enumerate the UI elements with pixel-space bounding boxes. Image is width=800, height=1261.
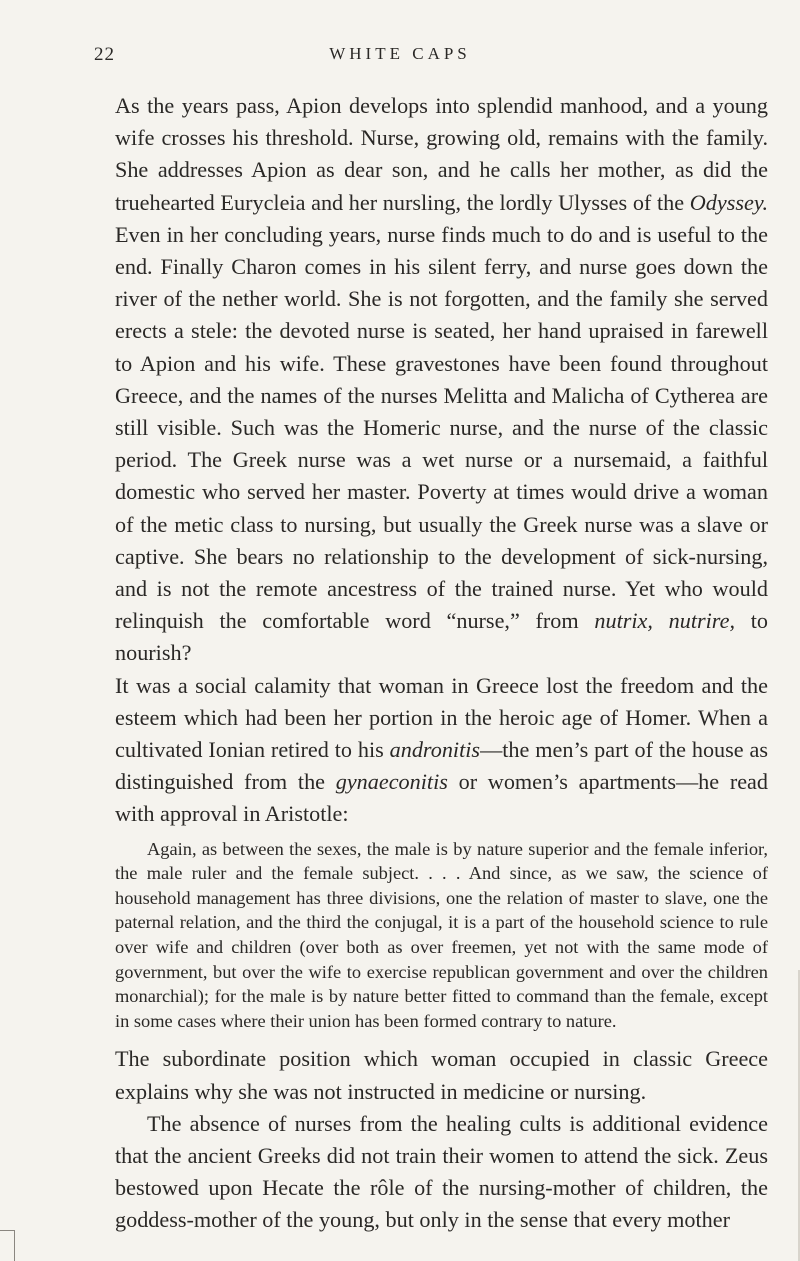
paragraph-4: The absence of nurses from the healing cults is additional evidence that the ancient Greeks did not train their women to attend the sick. Zeus bestowed upon Hecate the rôle of the nursing-mother of children, the goddess-mother of the young, but only in the sense that every mother xyxy=(115,1110,768,1233)
running-head: WHITE CAPS xyxy=(329,44,471,63)
block-quote xyxy=(115,837,768,1034)
paragraph-1-italic-nutrix: nutrix, nutrire, xyxy=(594,608,736,634)
paragraph-1-text-c: to nourish? xyxy=(115,608,768,666)
body-text xyxy=(115,90,768,1237)
corner-crop-mark xyxy=(0,1230,15,1261)
paragraph-2 xyxy=(115,670,768,831)
page-header xyxy=(0,44,800,74)
paragraph-1 xyxy=(115,90,768,670)
paragraph-2-text-a: It was a social calamity that woman in Greece lost the freedom and the esteem which had been her portion in the heroic age of Homer. When a cultivated Ionian retired to his xyxy=(115,672,768,763)
paragraph-1-text-b: Even in her concluding years, nurse finds much to do and is useful to the end. Finally Charon comes in his silent ferry, and nurse goes down the river of the nether world. She is not forgotten, and the family she served erects a stele: the devoted nurse is seated, her hand upraised in farewell to Apion and his wife. These gravestones have been found throughout Greece, and the names of the nurses Melitta and Malicha of Cytherea are still visible. Such was the Homeric nurse, and the nurse of the classic period. The Greek nurse was a wet nurse or a nursemaid, a faithful domestic who served her master. Poverty at times would drive a woman of the metic class to nursing, but usually the Greek nurse was a slave or captive. She bears no relationship to the development of sick-nursing, and is not the remote ancestress of the trained nurse. Yet who would relinquish the comfortable word “nurse,” from xyxy=(115,221,768,634)
page-number: 22 xyxy=(94,44,115,65)
paragraph-2-text-c: or women’s apartments—he read with approval in Aristotle: xyxy=(115,769,768,827)
paragraph-3: The subordinate position which woman occupied in classic Greece explains why she was not instructed in medicine or nursing. xyxy=(115,1046,768,1104)
paragraph-2-text-b: —the men’s part of the house as distinguished from the xyxy=(115,737,768,795)
block-quote-text: Again, as between the sexes, the male is by nature superior and the female inferior, the male ruler and the female subject. . . . And since, as we saw, the science of household management has three divisions, one the relation of master to slave, one the paternal relation, and the third the conjugal, it is a part of the household science to rule over wife and children (over both as over freemen, yet not with the same mode of government, but over the wife to exercise republican government and over the children monarchial); for the male is by nature better fitted to command than the female, except in some cases where their union has been formed contrary to nature. xyxy=(115,838,768,1031)
paragraph-2-italic-andronitis: andronitis xyxy=(389,737,481,763)
paragraph-1-italic-odyssey: Odyssey. xyxy=(689,189,768,215)
paragraph-1-text-a: As the years pass, Apion develops into splendid manhood, and a young wife crosses his threshold. Nurse, growing old, remains with the family. She addresses Apion as dear son, and he calls her mother, as did the truehearted Eurycleia and her nursling, the lordly Ulysses of the xyxy=(115,93,768,215)
paragraph-2-italic-gynaeconitis: gynaeconitis xyxy=(335,769,448,795)
